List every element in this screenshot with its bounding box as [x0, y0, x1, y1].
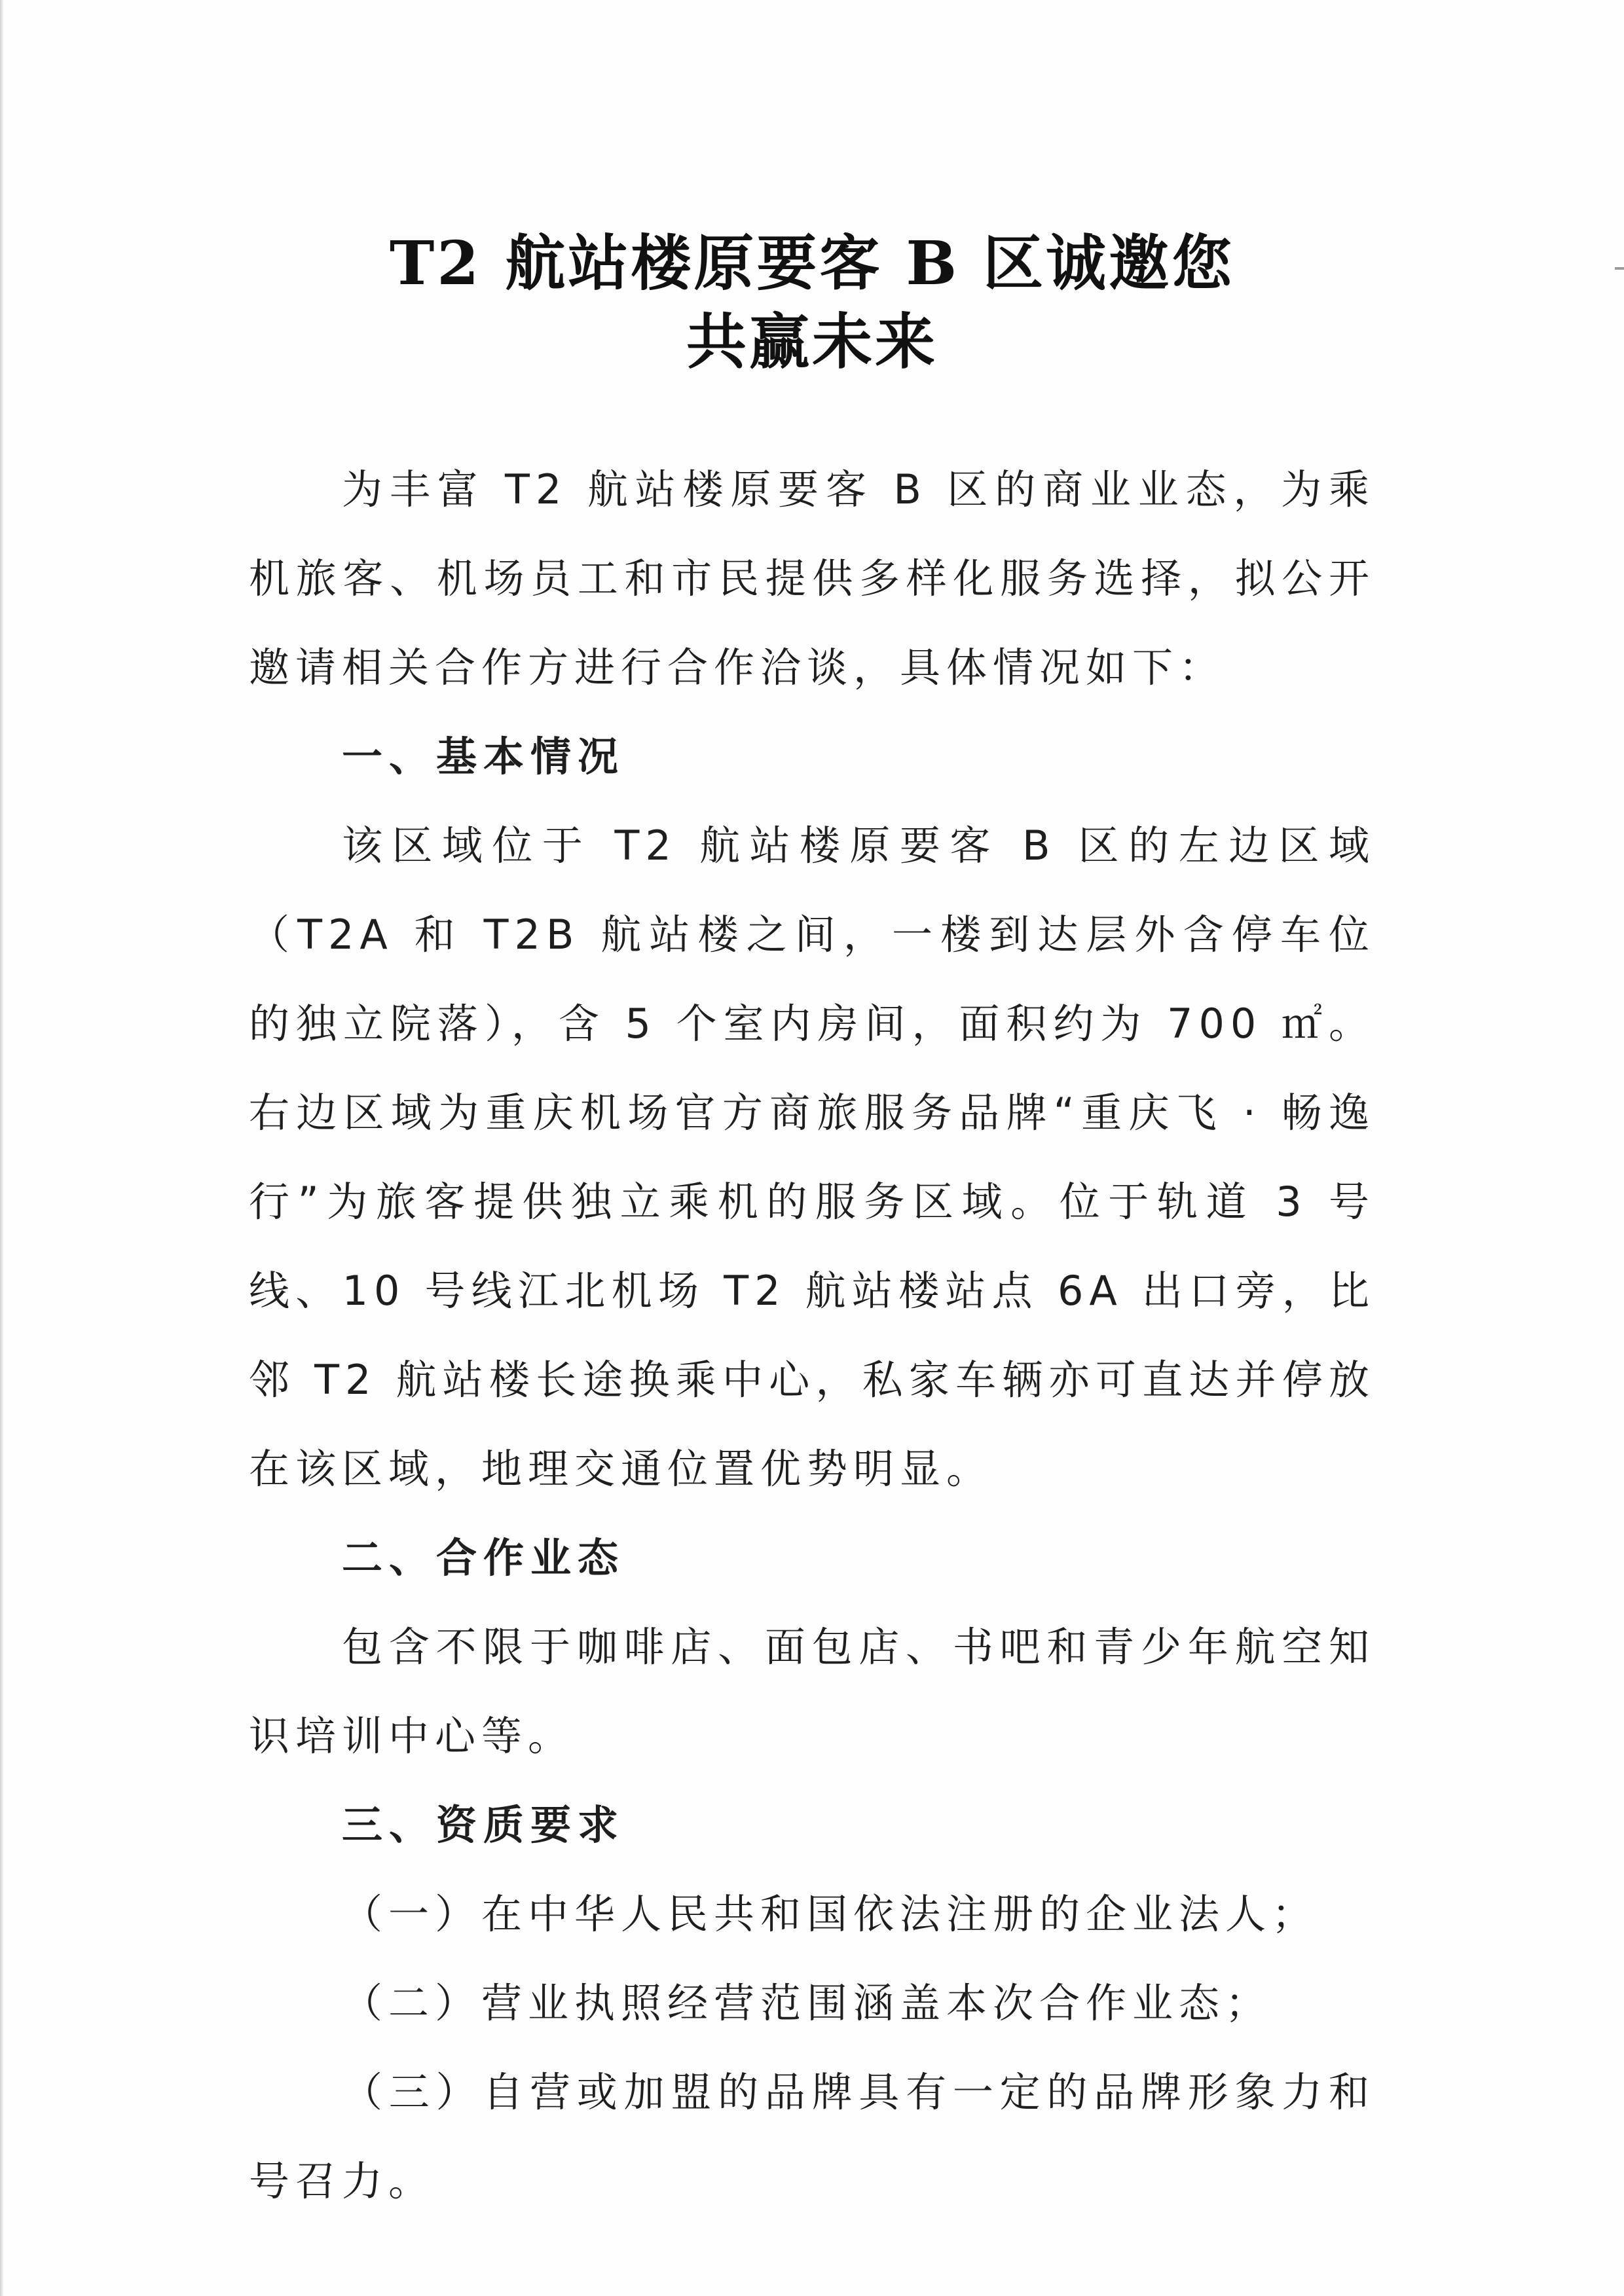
section-heading-qualifications: 三、资质要求	[342, 1801, 625, 1849]
basic-info-paragraph: 该区域位于 T2 航站楼原要客 B 区的左边区域（T2A 和 T2B 航站楼之间，一楼到达层外含停车位的独立院落），含 5 个室内房间，面积约为 700 ㎡。右边区域为重庆机场官方商旅服务品牌“重庆飞 · 畅逸行”为旅客提供独立乘机的服务区域。位于轨道 3 号线、10 号线江北机场 T2 航站楼站点 6A 出口旁，比邻 T2 航站楼长途换乘中心，私家车辆亦可直达并停放在该区域，地理交通位置优势明显。	[249, 822, 1375, 1493]
qualification-item-2: （二）营业执照经营范围涵盖本次合作业态；	[342, 1979, 1272, 2027]
section-heading-basic-info: 一、基本情况	[342, 733, 625, 780]
document-title-line-2: 共赢未来	[686, 306, 938, 377]
document-body	[249, 445, 1375, 2226]
qualification-item-1: （一）在中华人民共和国依法注册的企业法人；	[342, 1890, 1319, 1938]
business-types-paragraph: 包含不限于咖啡店、面包店、书吧和青少年航空知识培训中心等。	[249, 1623, 1375, 1760]
document-title-line-1: T2 航站楼原要客 B 区诚邀您	[389, 228, 1235, 299]
section-heading-business-types: 二、合作业态	[342, 1534, 625, 1582]
qualification-item-3: （三）自营或加盟的品牌具有一定的品牌形象力和号召力。	[249, 2068, 1375, 2205]
intro-paragraph: 为丰富 T2 航站楼原要客 B 区的商业业态，为乘机旅客、机场员工和市民提供多样化服务选择，拟公开邀请相关合作方进行合作洽谈，具体情况如下：	[249, 465, 1375, 691]
